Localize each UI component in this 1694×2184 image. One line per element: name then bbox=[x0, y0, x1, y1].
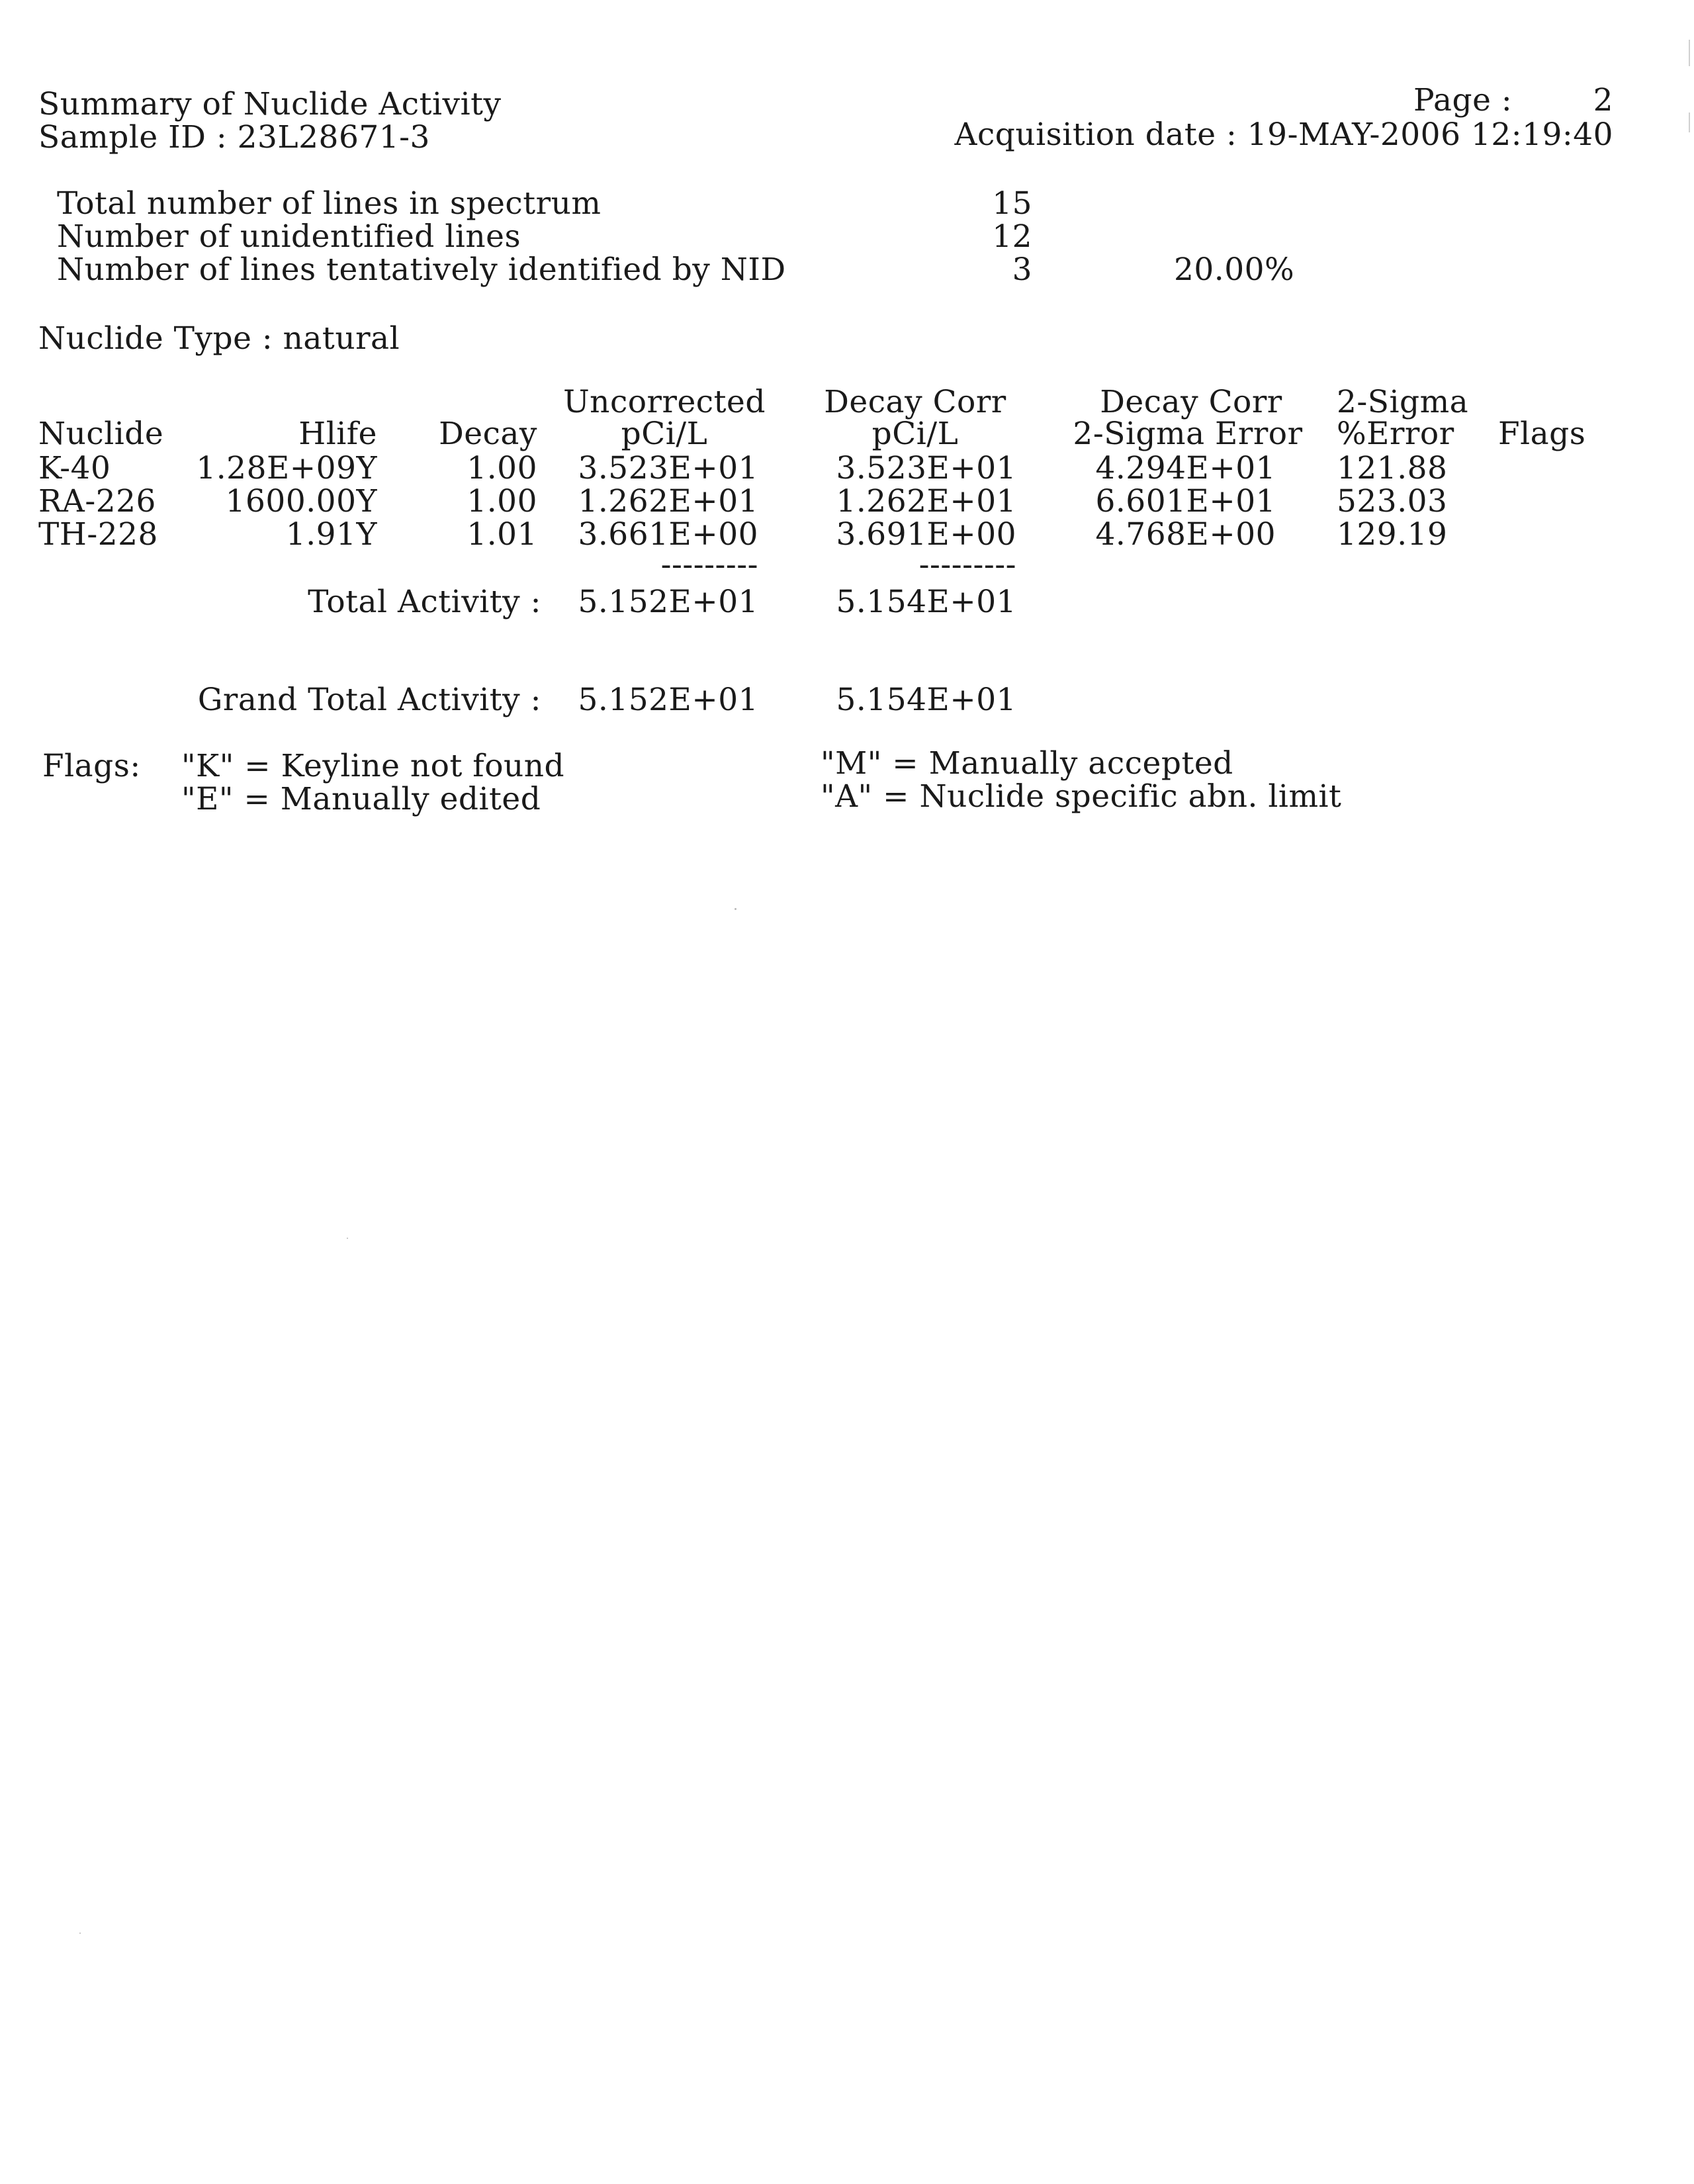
scan-speck bbox=[347, 1238, 348, 1239]
scan-edge-mark bbox=[1689, 113, 1690, 132]
grand-total-uncorrected: 5.152E+01 bbox=[578, 682, 758, 718]
row-3-two-sigma: 129.19 bbox=[1337, 516, 1448, 553]
row-3-nuclide: TH-228 bbox=[38, 516, 158, 553]
tentative-lines-label: Number of lines tentatively identified by NID bbox=[57, 251, 786, 288]
flag-a-legend: "A" = Nuclide specific abn. limit bbox=[821, 778, 1342, 815]
row-2-hlife: 1600.00Y bbox=[225, 483, 377, 520]
grand-total-label: Grand Total Activity : bbox=[197, 682, 541, 718]
row-1-hlife: 1.28E+09Y bbox=[196, 450, 377, 486]
report-title: Summary of Nuclide Activity bbox=[38, 86, 502, 122]
row-3-decay-corr: 3.691E+00 bbox=[836, 516, 1016, 553]
header-uncorrected-top: Uncorrected bbox=[563, 384, 766, 420]
flags-label: Flags: bbox=[42, 748, 141, 784]
page-number: 2 bbox=[1593, 82, 1613, 118]
acquisition-date: Acquisition date : 19-MAY-2006 12:19:40 bbox=[954, 116, 1613, 153]
header-two-sigma: %Error bbox=[1337, 416, 1454, 452]
row-1-decay: 1.00 bbox=[467, 450, 537, 486]
row-3-hlife: 1.91Y bbox=[285, 516, 377, 553]
total-lines-label: Total number of lines in spectrum bbox=[57, 185, 602, 222]
page-label: Page : bbox=[1413, 82, 1513, 118]
header-two-sigma-top: 2-Sigma bbox=[1337, 384, 1469, 420]
separator-uncorrected: --------- bbox=[660, 547, 758, 583]
row-1-decay-corr-err: 4.294E+01 bbox=[1095, 450, 1276, 486]
unidentified-lines-value: 12 bbox=[992, 218, 1032, 255]
scan-speck bbox=[735, 908, 736, 910]
separator-decay-corr: --------- bbox=[918, 547, 1016, 583]
header-nuclide: Nuclide bbox=[38, 416, 164, 452]
row-2-uncorrected: 1.262E+01 bbox=[578, 483, 758, 520]
unidentified-lines-label: Number of unidentified lines bbox=[57, 218, 521, 255]
header-decay-corr-err: 2-Sigma Error bbox=[1073, 416, 1303, 452]
flag-e-legend: "E" = Manually edited bbox=[181, 781, 541, 817]
row-2-two-sigma: 523.03 bbox=[1337, 483, 1448, 520]
row-2-decay: 1.00 bbox=[467, 483, 537, 520]
row-1-decay-corr: 3.523E+01 bbox=[836, 450, 1016, 486]
scan-edge-mark bbox=[1689, 40, 1690, 66]
row-3-decay-corr-err: 4.768E+00 bbox=[1095, 516, 1276, 553]
flag-m-legend: "M" = Manually accepted bbox=[821, 745, 1233, 782]
row-1-uncorrected: 3.523E+01 bbox=[578, 450, 758, 486]
row-2-decay-corr-err: 6.601E+01 bbox=[1095, 483, 1276, 520]
header-decay-corr-top: Decay Corr bbox=[824, 384, 1006, 420]
tentative-lines-value: 3 bbox=[1012, 251, 1032, 288]
header-decay-corr: pCi/L bbox=[871, 416, 959, 452]
total-lines-value: 15 bbox=[992, 185, 1032, 222]
scan-speck bbox=[79, 1933, 81, 1934]
row-2-nuclide: RA-226 bbox=[38, 483, 156, 520]
total-activity-decay-corr: 5.154E+01 bbox=[836, 584, 1016, 620]
total-activity-label: Total Activity : bbox=[308, 584, 541, 620]
row-3-decay: 1.01 bbox=[467, 516, 537, 553]
grand-total-decay-corr: 5.154E+01 bbox=[836, 682, 1016, 718]
nuclide-type: Nuclide Type : natural bbox=[38, 320, 400, 357]
row-3-uncorrected: 3.661E+00 bbox=[578, 516, 758, 553]
sample-id: Sample ID : 23L28671-3 bbox=[38, 119, 430, 156]
flag-k-legend: "K" = Keyline not found bbox=[181, 748, 565, 784]
header-flags: Flags bbox=[1498, 416, 1586, 452]
header-decay: Decay bbox=[439, 416, 537, 452]
header-decay-corr-err-top: Decay Corr bbox=[1100, 384, 1282, 420]
row-1-two-sigma: 121.88 bbox=[1337, 450, 1448, 486]
header-uncorrected: pCi/L bbox=[621, 416, 708, 452]
row-2-decay-corr: 1.262E+01 bbox=[836, 483, 1016, 520]
header-hlife: Hlife bbox=[298, 416, 377, 452]
total-activity-uncorrected: 5.152E+01 bbox=[578, 584, 758, 620]
row-1-nuclide: K-40 bbox=[38, 450, 111, 486]
tentative-lines-percent: 20.00% bbox=[1174, 251, 1295, 288]
